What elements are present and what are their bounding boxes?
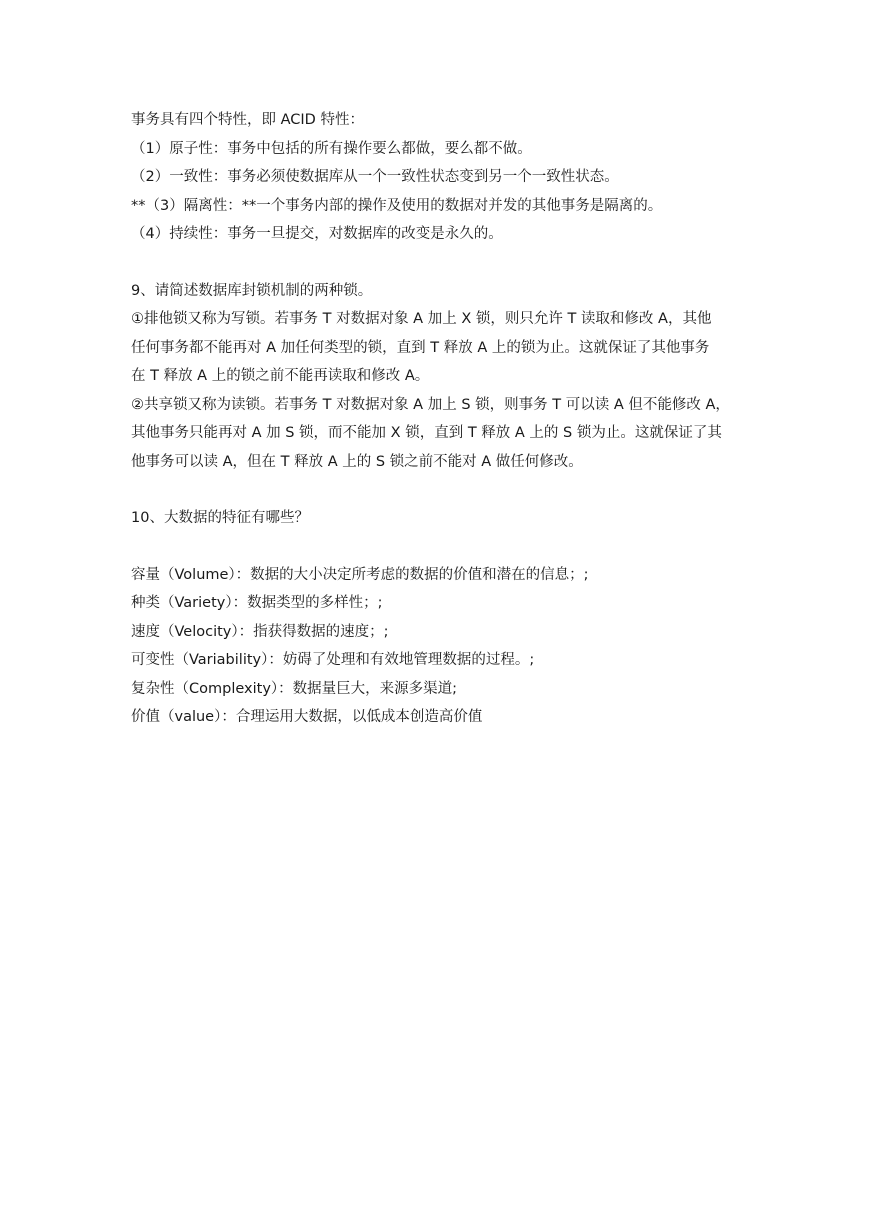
feature-velocity: 速度（Velocity）：指获得数据的速度；; <box>131 623 389 640</box>
acid-durability: （4）持续性：事务一旦提交，对数据库的改变是永久的。 <box>131 226 503 242</box>
exclusive-lock-line-1: ①排他锁又称为写锁。若事务 T 对数据对象 A 加上 X 锁，则只允许 T 读取和修改 A，其他 <box>131 311 712 327</box>
acid-atomicity: （1）原子性：事务中包括的所有操作要么都做，要么都不做。 <box>131 140 532 157</box>
shared-lock-line-1: ②共享锁又称为读锁。若事务 T 对数据对象 A 加上 S 锁，则事务 T 可以读 A 但不能修改 A， <box>131 396 730 413</box>
spacer <box>131 533 751 561</box>
spacer <box>131 476 751 504</box>
exclusive-lock-line-3: 在 T 释放 A 上的锁之前不能再读取和修改 A。 <box>131 368 430 384</box>
feature-variability: 可变性（Variability）：妨碍了处理和有效地管理数据的过程。; <box>131 652 535 668</box>
exclusive-lock-line-2: 任何事务都不能再对 A 加任何类型的锁，直到 T 释放 A 上的锁为止。这就保证了其他事务 <box>131 339 710 356</box>
acid-isolation: **（3）隔离性：**一个事务内部的操作及使用的数据对并发的其他事务是隔离的。 <box>131 197 663 214</box>
feature-value: 价值（value）：合理运用大数据，以低成本创造高价值 <box>131 709 483 725</box>
question-10-heading: 10、大数据的特征有哪些？ <box>131 510 309 526</box>
shared-lock-line-3: 他事务可以读 A，但在 T 释放 A 上的 S 锁之前不能对 A 做任何修改。 <box>131 453 583 470</box>
document-body <box>131 106 751 732</box>
feature-variety: 种类（Variety）：数据类型的多样性；; <box>131 595 383 611</box>
feature-complexity: 复杂性（Complexity）：数据量巨大，来源多渠道; <box>131 680 458 697</box>
spacer <box>131 249 751 277</box>
question-9-heading: 9、请简述数据库封锁机制的两种锁。 <box>131 282 373 299</box>
acid-consistency: （2）一致性：事务必须使数据库从一个一致性状态变到另一个一致性状态。 <box>131 169 619 185</box>
feature-volume: 容量（Volume）：数据的大小决定所考虑的数据的价值和潜在的信息；; <box>131 566 589 583</box>
shared-lock-line-2: 其他事务只能再对 A 加 S 锁，而不能加 X 锁，直到 T 释放 A 上的 S 锁为止。这就保证了其 <box>131 425 722 441</box>
acid-intro: 事务具有四个特性，即 ACID 特性： <box>131 112 364 128</box>
